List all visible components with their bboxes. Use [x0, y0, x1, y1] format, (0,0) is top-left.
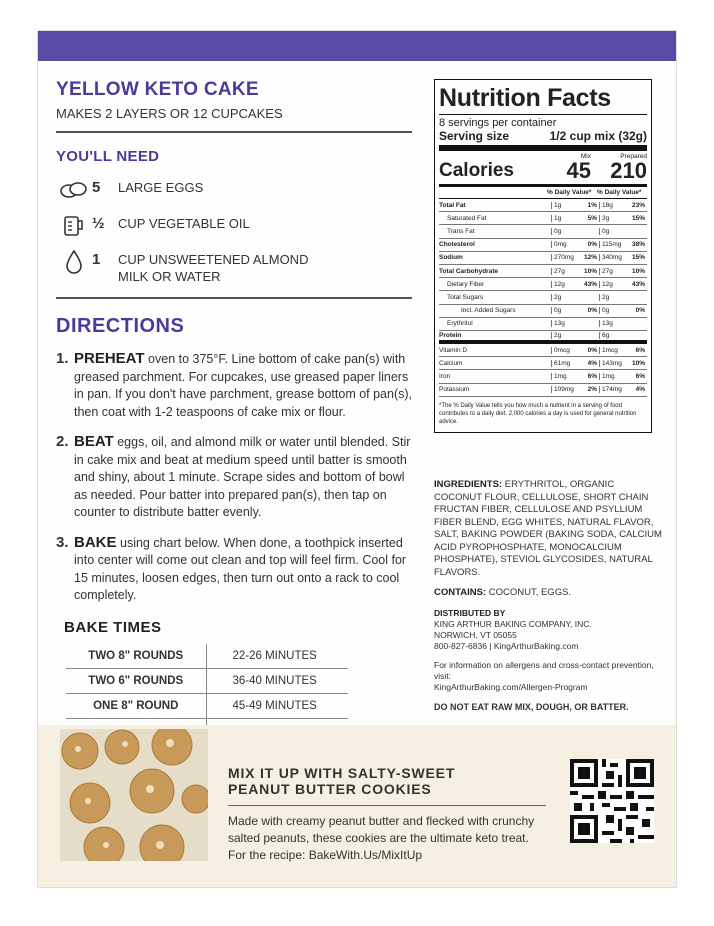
nutrient-row	[439, 305, 647, 318]
mix-amount: 2g	[551, 294, 579, 301]
mix-percent: 6%	[587, 373, 597, 381]
calories-mix	[545, 153, 591, 182]
calories-prepared-value: 210	[610, 158, 647, 183]
pan-cell: TWO 8" ROUNDS	[66, 644, 206, 669]
nutrient-row	[439, 357, 647, 370]
pan-cell: ONE 8" ROUND	[66, 694, 206, 719]
eggs-icon	[56, 179, 92, 201]
table-row	[66, 669, 348, 694]
product-info	[434, 479, 662, 721]
prepared-percent: 6%	[635, 346, 645, 354]
step-keyword: PREHEAT	[74, 350, 145, 367]
measuring-cup-icon	[56, 215, 92, 237]
ingredients-label: INGREDIENTS:	[434, 479, 503, 490]
mix-amount: 270mg	[551, 254, 579, 261]
nutrient-row	[439, 291, 647, 304]
bake-times-heading: BAKE TIMES	[64, 618, 162, 636]
promo-banner	[38, 725, 676, 887]
prepared-percent: 0%	[635, 307, 645, 315]
prepared-amount: 27g	[599, 268, 627, 275]
nutrition-title: Nutrition Facts	[439, 84, 611, 112]
nutrient-row	[439, 331, 647, 344]
need-qty: 1	[92, 251, 101, 268]
contains-text: COCONUT, EGGS.	[486, 587, 572, 598]
dv-label-mix: % Daily Value*	[547, 189, 592, 196]
company-contact: 800-827-6836 | KingArthurBaking.com	[434, 640, 579, 651]
prepared-percent: 6%	[635, 373, 645, 381]
mix-percent: 4%	[587, 359, 597, 367]
nutrient-row	[439, 344, 647, 357]
prepared-percent: 38%	[631, 241, 645, 249]
youll-need-heading: YOU'LL NEED	[56, 148, 160, 165]
need-item	[56, 179, 412, 201]
mix-amount: 109mg	[551, 386, 579, 393]
mix-percent: 2%	[587, 386, 597, 394]
distributed-label: DISTRIBUTED BY	[434, 607, 506, 618]
step-body	[74, 350, 412, 421]
mix-amount: 2g	[551, 332, 579, 339]
step-number: 1.	[56, 350, 69, 367]
prepared-percent: 10%	[631, 359, 645, 367]
calories-mix-value: 45	[566, 158, 591, 183]
mix-percent: 0%	[587, 307, 597, 315]
pan-cell: TWO 6" ROUNDS	[66, 669, 206, 694]
prepared-percent: 15%	[631, 214, 645, 222]
prepared-percent: 15%	[631, 254, 645, 262]
allergen-info	[434, 660, 662, 693]
nutrient-row	[439, 239, 647, 252]
nutrient-name: Total Sugars	[447, 293, 484, 301]
prepared-amount: 115mg	[599, 241, 627, 248]
nutrient-name: Vitamin D	[439, 346, 468, 354]
mix-amount: 61mg	[551, 360, 579, 367]
nutrient-row	[439, 212, 647, 225]
step-text: using chart below. When done, a toothpick inserted into center will come out clean and top will feel firm. Cool for 15 minutes, loosen edges, then turn out onto a rack to cool completely.	[74, 535, 407, 602]
step-text: oven to 375°F. Line bottom of cake pan(s) with greased parchment. For cupcakes, use greased paper liners in pan. If you don't have parchment, grease bottom of pan(s), then coat with 1-2 teaspoons of cake mix or flour.	[74, 352, 413, 419]
daily-value-header	[439, 187, 647, 199]
prepared-amount: 174mg	[599, 386, 627, 393]
prepared-amount: 2g	[599, 294, 627, 301]
top-brand-bar	[38, 31, 676, 61]
mix-amount: 0g	[551, 228, 579, 235]
mix-percent: 5%	[587, 214, 597, 222]
prepared-amount: 12g	[599, 281, 627, 288]
calories-label: Calories	[439, 160, 514, 181]
serving-size	[439, 129, 647, 151]
prepared-label: Prepared	[620, 153, 647, 160]
need-text: CUP VEGETABLE OIL	[118, 216, 250, 231]
step-body	[74, 433, 412, 522]
mix-amount: 0mcg	[551, 347, 579, 354]
mix-amount: 1g	[551, 202, 579, 209]
distributor	[434, 608, 662, 652]
nutrient-name: Total Fat	[439, 201, 466, 209]
nutrient-name: Trans Fat	[447, 227, 475, 235]
step-body	[74, 534, 412, 605]
nutrition-footnote: *The % Daily Value tells you how much a nutrient in a serving of food contributes to a daily diet. 2,000 calories a day is used for general nutrition advice.	[439, 402, 637, 425]
direction-step	[56, 350, 412, 421]
serving-size-value: 1/2 cup mix (32g)	[549, 129, 647, 143]
table-row	[66, 644, 348, 669]
need-qty: 5	[92, 179, 101, 196]
dv-label-prepared: % Daily Value*	[597, 189, 642, 196]
calories-row	[439, 153, 647, 187]
cookies-photo	[60, 729, 208, 861]
prepared-amount: 1mg	[599, 373, 627, 380]
prepared-percent: 10%	[631, 267, 645, 275]
package-panel	[37, 30, 677, 888]
ingredients	[434, 479, 662, 579]
nutrient-name: Dietary Fiber	[447, 280, 485, 288]
prepared-percent: 4%	[635, 386, 645, 394]
mix-label: Mix	[580, 153, 591, 160]
nutrition-facts-panel	[434, 79, 652, 433]
divider	[228, 805, 546, 806]
direction-step	[56, 433, 412, 522]
company-name: KING ARTHUR BAKING COMPANY, INC.	[434, 618, 592, 629]
raw-dough-warning: DO NOT EAT RAW MIX, DOUGH, OR BATTER.	[434, 701, 629, 712]
table-row	[66, 694, 348, 719]
prepared-amount: 3g	[599, 215, 627, 222]
qr-code-icon	[570, 759, 654, 843]
prepared-amount: 0g	[599, 228, 627, 235]
promo-text: Made with creamy peanut butter and flecked with crunchy salted peanuts, these cookies are the ultimate keto treat. For the recipe: BakeWith.Us/MixItUp	[228, 814, 535, 862]
need-text: CUP UNSWEETENED ALMOND MILK OR WATER	[118, 252, 309, 284]
recipe-subtitle: MAKES 2 LAYERS OR 12 CUPCAKES	[56, 106, 283, 121]
contains	[434, 587, 662, 600]
nutrient-name: Cholesterol	[439, 241, 475, 249]
nutrient-row	[439, 318, 647, 331]
need-item	[56, 251, 412, 285]
prepared-amount: 340mg	[599, 254, 627, 261]
nutrient-row	[439, 225, 647, 238]
prepared-amount: 0g	[599, 307, 627, 314]
calories-prepared	[591, 153, 647, 182]
mix-amount: 12g	[551, 281, 579, 288]
step-number: 3.	[56, 533, 69, 551]
nutrient-name: Protein	[439, 331, 462, 339]
prepared-amount: 143mg	[599, 360, 627, 367]
nutrient-row	[439, 370, 647, 383]
nutrient-row	[439, 265, 647, 278]
nutrient-name: Calcium	[439, 359, 463, 367]
servings-per-container: 8 servings per container	[439, 114, 647, 129]
nutrient-row	[439, 252, 647, 265]
promo-title	[228, 765, 528, 797]
step-keyword: BAKE	[74, 533, 117, 551]
divider	[56, 297, 412, 299]
recipe-title: YELLOW KETO CAKE	[56, 79, 259, 100]
allergen-note: For information on allergens and cross-contact prevention, visit:	[434, 659, 654, 681]
prepared-percent: 43%	[631, 280, 645, 288]
nutrient-row	[439, 199, 647, 212]
ingredients-text: ERYTHRITOL, ORGANIC COCONUT FLOUR, CELLULOSE, SHORT CHAIN FRUCTAN FIBER, CELLULOSE AND PSYLLIUM FIBER BLEND, EGG WHITES, NATURAL FLAVOR, SALT, BAKING POWDER (BAKING SODA, CALCIUM ACID PYROPHOSPHATE, MONOCALCIUM PHOSPHATE), STEVIOL GLYCOSIDES, NATURAL FLAVORS.	[434, 479, 662, 578]
divider	[56, 131, 412, 133]
nutrient-name: Sodium	[439, 254, 463, 262]
mix-amount: 1mg	[551, 373, 579, 380]
allergen-url: KingArthurBaking.com/Allergen-Program	[434, 681, 588, 692]
drop-icon	[56, 251, 92, 273]
prepared-amount: 18g	[599, 202, 627, 209]
mix-percent: 12%	[583, 254, 597, 262]
nutrient-name: Potassium	[439, 386, 470, 394]
company-address: NORWICH, VT 05055	[434, 629, 517, 640]
prepared-amount: 6g	[599, 332, 627, 339]
need-text: LARGE EGGS	[118, 180, 204, 195]
nutrient-row	[439, 384, 647, 397]
mix-amount: 0mg	[551, 241, 579, 248]
step-keyword: BEAT	[74, 433, 114, 450]
time-cell: 22-26 MINUTES	[206, 644, 348, 669]
time-cell: 36-40 MINUTES	[206, 669, 348, 694]
mix-percent: 0%	[587, 241, 597, 249]
mix-amount: 13g	[551, 320, 579, 327]
prepared-amount: 13g	[599, 320, 627, 327]
nutrient-name: Incl. Added Sugars	[461, 307, 516, 315]
nutrient-name: Saturated Fat	[447, 214, 487, 222]
mix-percent: 1%	[587, 201, 597, 209]
contains-label: CONTAINS:	[434, 587, 487, 598]
mix-percent: 0%	[587, 346, 597, 354]
prepared-amount: 1mcg	[599, 347, 627, 354]
nutrient-row	[439, 278, 647, 291]
mix-amount: 27g	[551, 268, 579, 275]
step-number: 2.	[56, 433, 69, 450]
prepared-percent: 23%	[631, 201, 645, 209]
need-qty: ½	[92, 215, 105, 232]
direction-step	[56, 534, 412, 605]
time-cell: 45-49 MINUTES	[206, 694, 348, 719]
directions-heading: DIRECTIONS	[56, 315, 185, 337]
nutrient-name: Total Carbohydrate	[439, 267, 499, 275]
recipe-column	[56, 79, 412, 744]
mix-percent: 43%	[583, 280, 597, 288]
mix-amount: 1g	[551, 215, 579, 222]
nutrient-name: Erythritol	[447, 320, 473, 328]
promo-title-line2: PEANUT BUTTER COOKIES	[228, 781, 432, 797]
serving-size-label: Serving size	[439, 129, 510, 143]
need-item	[56, 215, 412, 237]
mix-amount: 0g	[551, 307, 579, 314]
promo-title-line1: MIX IT UP WITH SALTY-SWEET	[228, 765, 456, 781]
nutrient-rows	[439, 199, 647, 397]
nutrient-name: Iron	[439, 373, 451, 381]
step-text: eggs, oil, and almond milk or water until blended. Stir in cake mix and beat at medium speed until batter is smooth and shiny, about 1 minute. Scrape sides and bottom of bowl as needed. Pour batter into prepared pan(s), then tap on counter to distribute batter evenly.	[74, 435, 411, 519]
mix-percent: 10%	[583, 267, 597, 275]
